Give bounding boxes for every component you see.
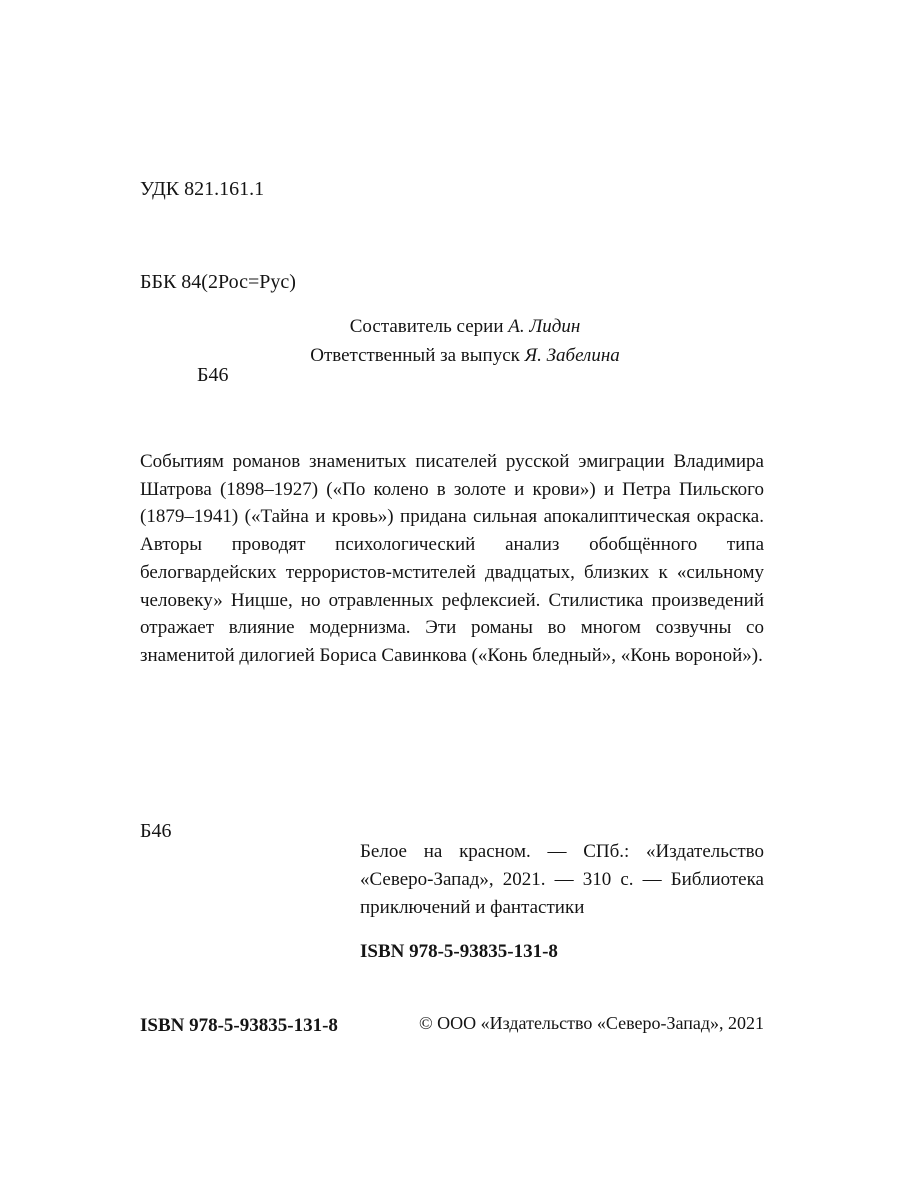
annotation-paragraph: Событиям романов знаменитых писателей русской эмиграции Владимира Шатрова (1898–1927) («По колено в золоте и крови») и Петра Пильского (1879–1941) («Тайна и кровь») придана сильная апокалиптическая окраска. Авторы проводят психологический анализ обобщённого типа белогвардейских террористов-мстителей двадцатых, близких к «сильному человеку» Ницше, но отравленных рефлексией. Стилистика произведений отражает влияние модернизма. Эти романы во многом созвучны со знаменитой дилогией Бориса Савинкова («Конь бледный», «Конь вороной»). — [140, 451, 764, 666]
series-compiler-line — [140, 312, 790, 341]
bbk-code: ББК 84(2Рос=Рус) — [140, 271, 296, 293]
classification-codes — [140, 112, 296, 453]
catalog-description: Белое на красном. — СПб.: «Издательство «Северо-Запад», 2021. — 310 с. — Библиотека приключений и фантастики — [360, 841, 764, 918]
series-compiler-label: Составитель серии — [349, 316, 504, 337]
udk-code: УДК 821.161.1 — [140, 178, 265, 200]
series-editor-name: Я. Забелина — [524, 345, 620, 366]
author-sign-code: Б46 — [197, 364, 229, 386]
series-credits — [140, 312, 790, 370]
isbn-catalog: ISBN 978-5-93835-131-8 — [360, 941, 558, 962]
series-compiler-name: А. Лидин — [508, 316, 581, 337]
series-editor-label: Ответственный за выпуск — [310, 345, 520, 366]
copyright-notice: © ООО «Издательство «Северо-Запад», 2021 — [418, 1013, 764, 1033]
catalog-author-sign: Б46 — [140, 820, 172, 842]
isbn-footer: ISBN 978-5-93835-131-8 — [140, 1015, 338, 1036]
series-editor-line — [140, 341, 790, 370]
